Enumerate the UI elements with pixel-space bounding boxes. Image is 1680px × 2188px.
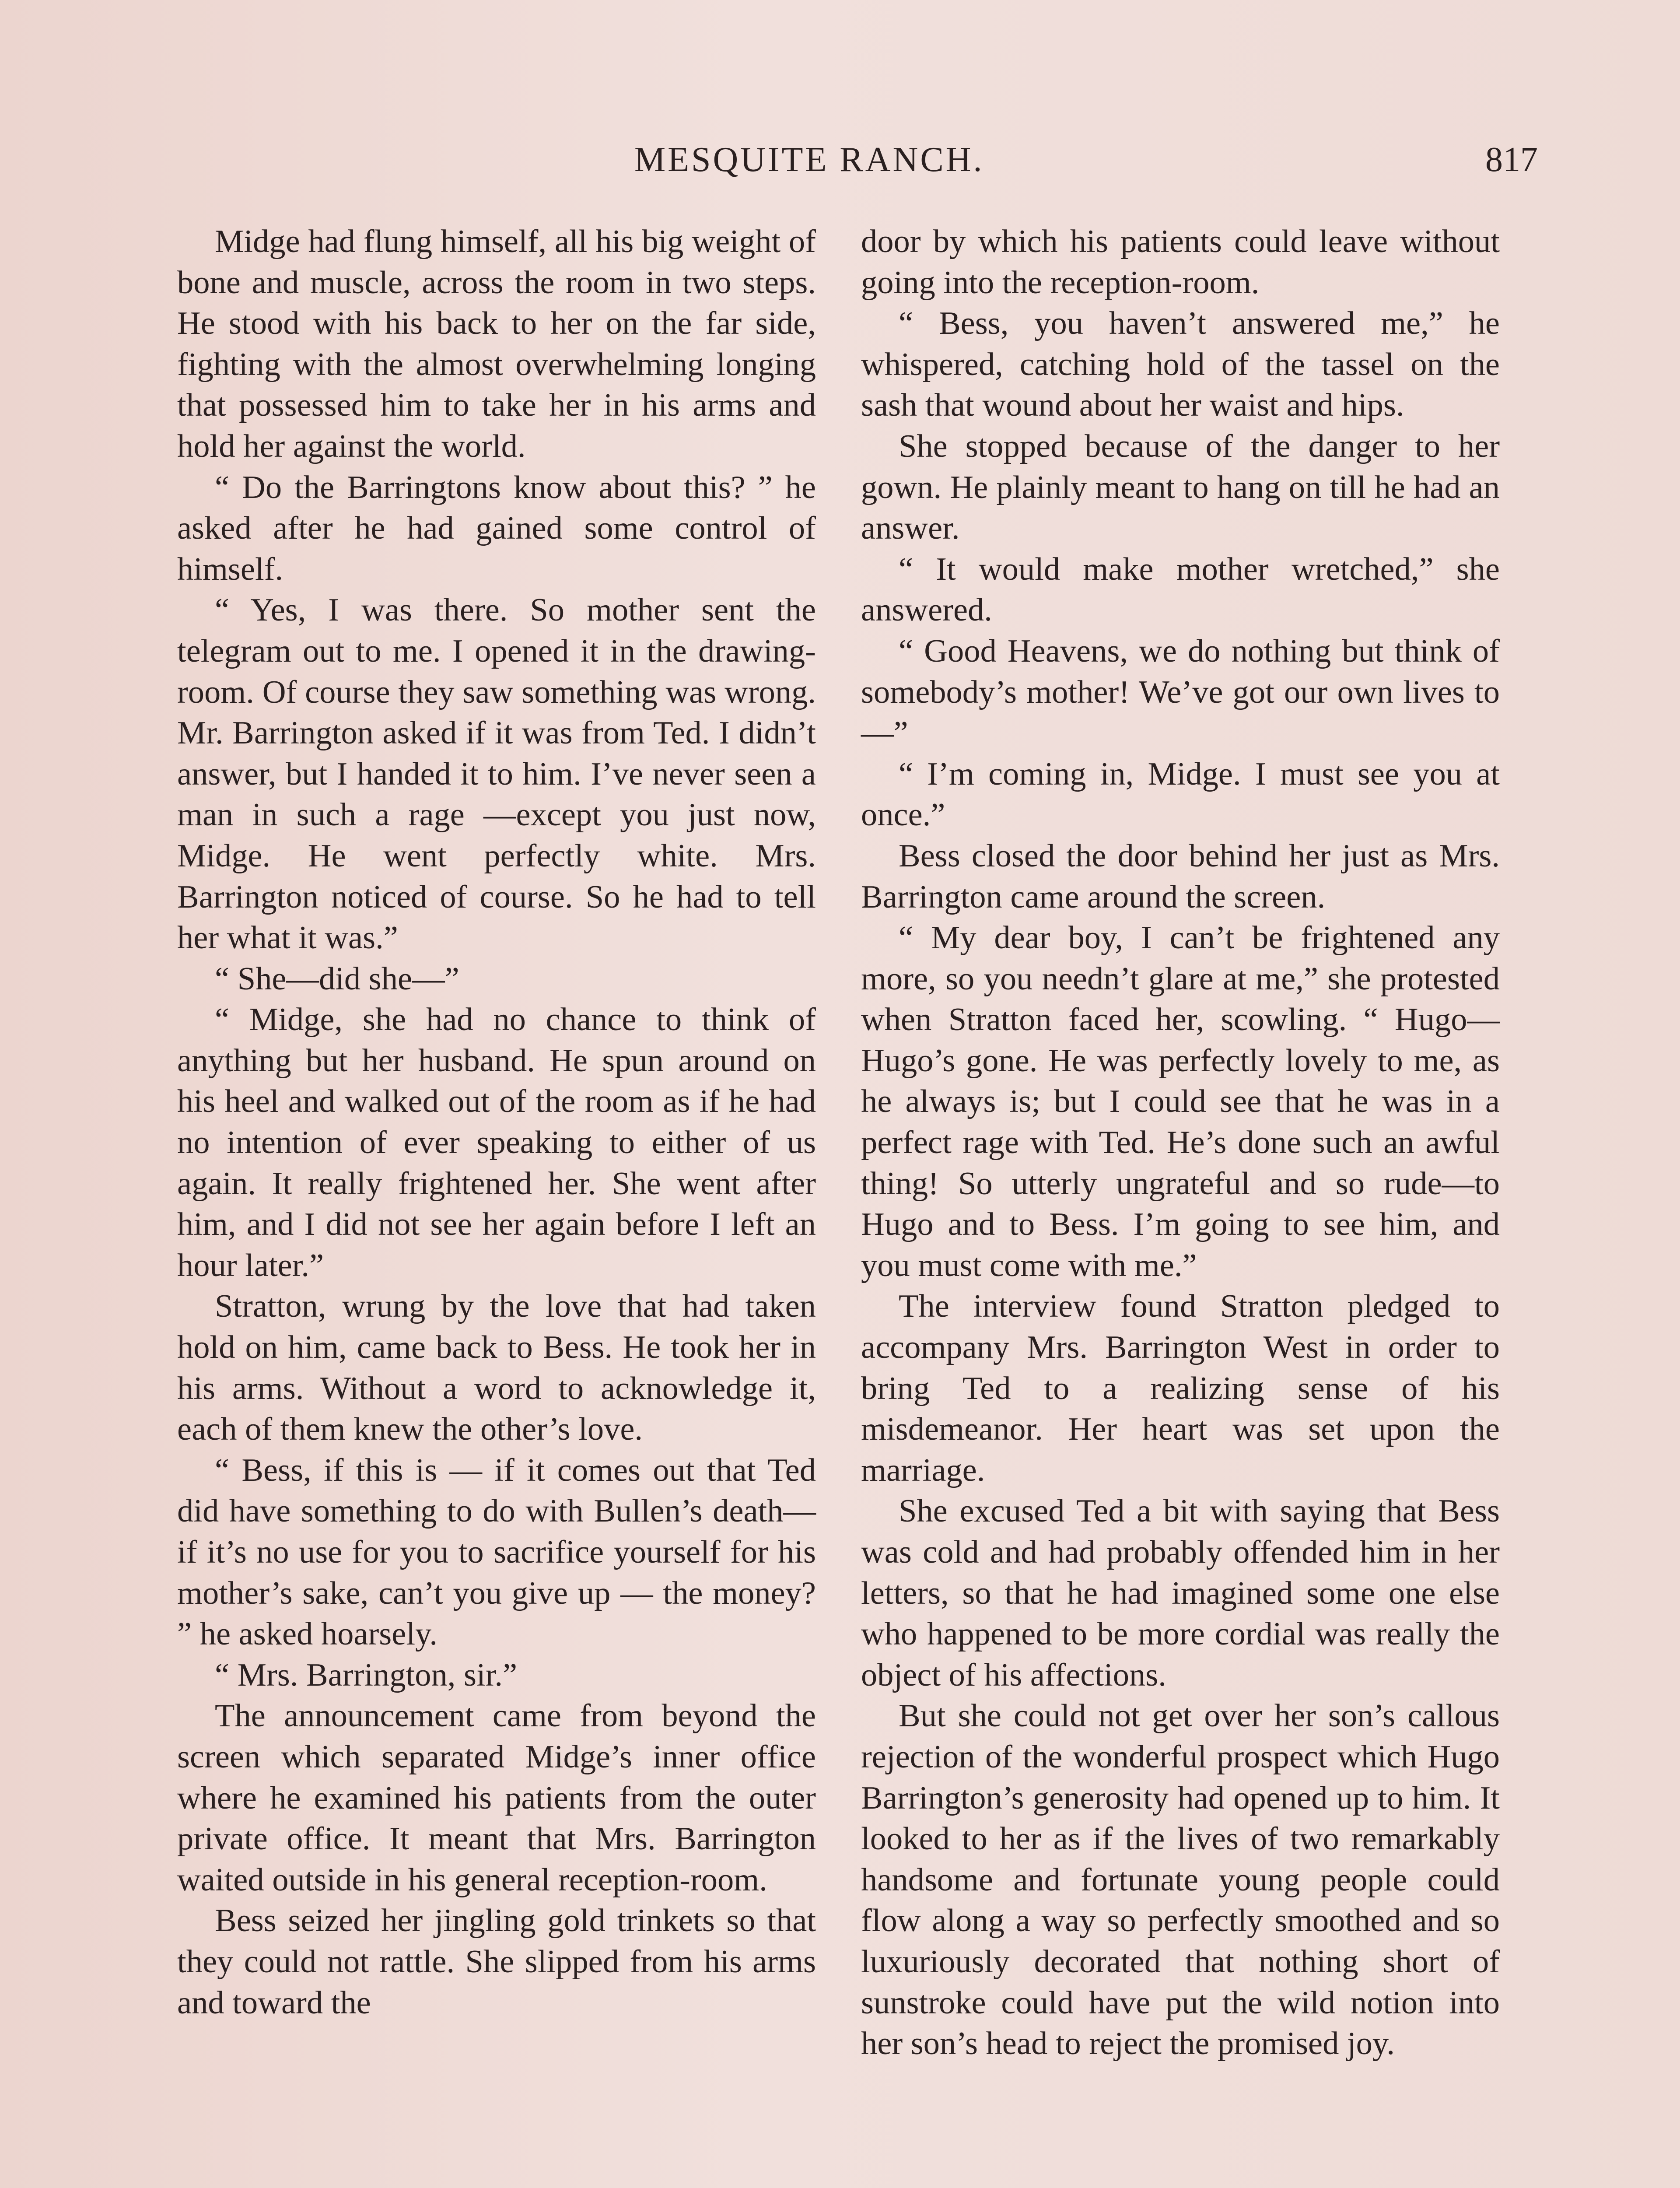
paragraph: “ Midge, she had no chance to think of anything but her husband. He spun around on his heel and walked out of the room as if he had no intention of ever speaking to either of us again. It really frightened her. She went after him, and I did not see her again before I left an hour later.”: [177, 1002, 816, 1283]
paragraph: The interview found Stratton pledged to accompany Mrs. Barrington West in order to bring Ted to a realizing sense of his misdemeanor. Her heart was set upon the marriage.: [861, 1288, 1500, 1488]
paragraph: door by which his patients could leave without going into the reception-room.: [861, 224, 1500, 301]
paragraph: “ It would make mother wretched,” she answered.: [861, 551, 1500, 628]
paragraph: Bess seized her jingling gold trinkets so that they could not rattle. She slipped from his arms and toward the: [177, 1903, 816, 2021]
paragraph: “ Bess, if this is — if it comes out that Ted did have something to do with Bullen’s death—if it’s no use for you to sacrifice yourself for his mother’s sake, can’t you give up — the money? ” he asked hoarsely.: [177, 1452, 816, 1652]
right-column: [861, 221, 1500, 2065]
paragraph: “ Mrs. Barrington, sir.”: [215, 1657, 518, 1693]
paragraph: “ Do the Barringtons know about this? ” he asked after he had gained some control of himself.: [177, 469, 816, 587]
left-column: [177, 221, 816, 2023]
page-number: 817: [1485, 140, 1538, 179]
running-head: [0, 136, 1680, 184]
paragraph: Midge had flung himself, all his big weight of bone and muscle, across the room in two steps. He stood with his back to her on the far side, fighting with the almost overwhelming longing that possessed him to take her in his arms and hold her against the world.: [177, 224, 816, 464]
running-title: MESQUITE RANCH.: [634, 140, 984, 179]
paragraph: Stratton, wrung by the love that had taken hold on him, came back to Bess. He took her in his arms. Without a word to acknowledge it, each of them knew the other’s love.: [177, 1288, 816, 1448]
paragraph: “ I’m coming in, Midge. I must see you at once.”: [861, 756, 1500, 833]
paragraph: “ Yes, I was there. So mother sent the telegram out to me. I opened it in the drawing-room. Of course they saw something was wrong. Mr. Barrington asked if it was from Ted. I didn’t answer, but I handed it to him. I’ve never seen a man in such a rage —except you just now, Midge. He went perfectly white. Mrs. Barrington noticed of course. So he had to tell her what it was.”: [177, 592, 816, 956]
paragraph: The announcement came from beyond the screen which separated Midge’s inner office where he examined his patients from the outer private office. It meant that Mrs. Barrington waited outside in his general reception-room.: [177, 1698, 816, 1898]
paragraph: “ Bess, you haven’t answered me,” he whispered, catching hold of the tassel on the sash that wound about her waist and hips.: [861, 305, 1500, 424]
paragraph: “ She—did she—”: [215, 961, 459, 997]
paragraph: She stopped because of the danger to her gown. He plainly meant to hang on till he had an answer.: [861, 428, 1500, 547]
paragraph: She excused Ted a bit with saying that Bess was cold and had probably offended him in her letters, so that he had imagined some one else who happened to be more cordial was really the object of his affections.: [861, 1493, 1500, 1693]
paragraph: “ Good Heavens, we do nothing but think of somebody’s mother! We’ve got our own lives to—”: [861, 633, 1500, 751]
paragraph: But she could not get over her son’s callous rejection of the wonderful prospect which Hugo Barrington’s generosity had opened up to him. It looked to her as if the lives of two remarkably handsome and fortunate young people could flow along a way so perfectly smoothed and so luxuriously decorated that nothing short of sunstroke could have put the wild notion into her son’s head to reject the promised joy.: [861, 1698, 1500, 2062]
paragraph: Bess closed the door behind her just as Mrs. Barrington came around the screen.: [861, 838, 1500, 915]
paragraph: “ My dear boy, I can’t be frightened any more, so you needn’t glare at me,” she protested when Stratton faced her, scowling. “ Hugo—Hugo’s gone. He was perfectly lovely to me, as he always is; but I could see that he was in a perfect rage with Ted. He’s done such an awful thing! So utterly ungrateful and so rude—to Hugo and to Bess. I’m going to see him, and you must come with me.”: [861, 920, 1500, 1283]
